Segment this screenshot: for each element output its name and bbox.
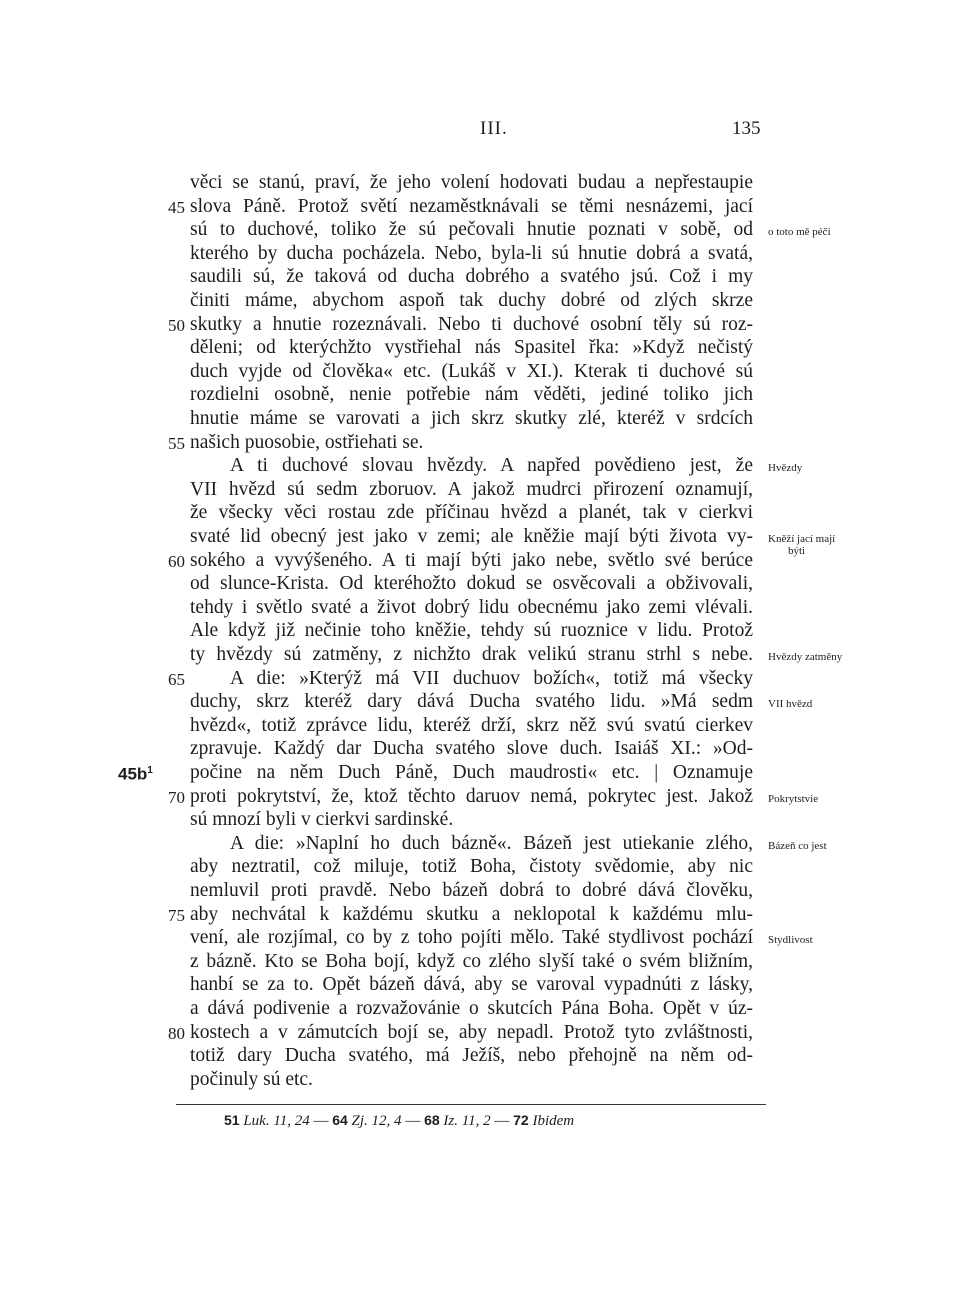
footnote-number: 68 (424, 1112, 440, 1128)
line-number: 80 (168, 1023, 185, 1043)
text-line: A ti duchové slovau hvězdy. A napřed povědieno jest, že (230, 455, 753, 477)
text-line: Ale když již nečinie toho kněžie, tehdy sú ruoznice v lidu. Protož (190, 620, 753, 642)
text-line: aby nechvátal k každému skutku a neklopotal k každému mlu- (190, 903, 753, 925)
margin-note: Hvězdy (768, 462, 803, 475)
text-line: činiti máme, abychom aspoň tak duchy dobré od zlých skrze (190, 290, 753, 311)
footnote-separator: — (309, 1113, 333, 1129)
text-line: A die: »Naplní ho duch bázně«. Bázeň jest utiekanie zlého, (230, 832, 753, 854)
line-number: 60 (168, 551, 185, 571)
text-line: hvězd«, totiž zprávce lidu, kteréž drží, skrz něž svú svatú cierkev (190, 714, 753, 736)
margin-note: Kněží jací mají (768, 533, 836, 545)
text-line: zpravuje. Každý dar Ducha svatého slove duch. Isaiáš XI.: »Od- (190, 738, 753, 760)
footnotes (224, 1112, 574, 1130)
margin-note: Stydlivost (768, 934, 813, 947)
text-line: totiž dary Ducha svatého, má Ježíš, nebo přehojně na něm od- (190, 1045, 753, 1067)
text-line: proti pokrytství, že, ktož těchto daruov nemá, pokrytec jest. Jakož (190, 785, 753, 807)
text-line: počinuly sú etc. (190, 1068, 313, 1090)
page-number: 135 (732, 118, 761, 139)
footnote-separator: — (490, 1113, 514, 1129)
footnote-number: 64 (332, 1112, 348, 1128)
text-line: hanbí se za to. Opět bázeň dává, aby se varoval vypadnúti z lásky, (190, 974, 753, 996)
text-line: sú to duchové, toliko že sú pečovali hnutie poznati v sobě, od (190, 219, 753, 241)
line-number: 50 (168, 315, 185, 335)
text-line: věci se stanú, praví, že jeho volení hodovati budau a nepřestaupie (190, 172, 753, 193)
margin-note: VII hvězd (768, 698, 813, 711)
folio-marker (118, 760, 153, 786)
margin-note: Bázeň co jest (768, 839, 827, 852)
text-line: a dává podivenie a rozvažovánie o skutcích Pána Boha. Opět v úz- (190, 998, 753, 1019)
folio-superscript: 1 (147, 765, 153, 776)
line-number: 55 (168, 433, 185, 453)
folio-label: 45b (118, 764, 148, 784)
line-number: 70 (168, 787, 185, 807)
margin-note: o toto mě péči (768, 226, 831, 239)
text-line: nemluvil proti pravdě. Nebo bázeň dobrá to dobré dává člověku, (190, 880, 753, 901)
text-line: svaté lid obecný jest jako v zemi; ale kněžie mají býti života vy- (190, 526, 753, 547)
footnote-separator: — (401, 1113, 425, 1129)
text-line: rozdielni osobně, nenie potřebie nám věděti, jediné toliko jich (190, 384, 753, 406)
footnote-reference: Iz. 11, 2 (443, 1113, 491, 1129)
text-line: děleni; od kterýchžto vystřiehal nás Spasitel řka: »Když nečistý (190, 337, 753, 359)
text-line: ty hvězdy sú zatměny, z nichžto drak velikú stranu strhl s nebe. (190, 644, 753, 665)
text-line: VII hvězd sú sedm zboruov. A jakož mudrci přirození oznamují, (190, 478, 753, 500)
chapter-number: III. (480, 118, 508, 139)
text-line: A die: »Kterýž má VII duchuov božích«, totiž má všecky (230, 667, 753, 689)
text-line: duchy, skrz kteréž dary dává Ducha svatého lidu. »Má sedm (190, 691, 753, 713)
footnote-reference: Ibidem (532, 1113, 575, 1129)
text-line: sokého a vyvýšeného. A ti mají býti jako nebe, světlo své berúce (190, 549, 753, 571)
text-line: hnutie máme se varovati a jich skrz skutky zlé, kteréž v srdcích (190, 408, 753, 429)
text-line: skutky a hnutie rozeznávali. Nebo ti duchové osobní těly sú roz- (190, 313, 753, 335)
text-line: že všecky věci rostau zde příčinau hvězd a planét, tak v cierkvi (190, 502, 753, 524)
margin-note: Hvězdy zatměny (768, 651, 843, 663)
margin-note-continued: býti (788, 545, 806, 557)
text-line: slova Páně. Protož světí nezaměstknávali se těmi nesnázemi, jací (190, 195, 753, 217)
text-line: tehdy i světlo svaté a život dobrý lidu obecnému jako zemi vlévali. (190, 596, 753, 618)
line-number: 45 (168, 197, 185, 217)
footnote-number: 51 (224, 1112, 240, 1128)
text-line: z bázně. Kto se Boha bojí, když co zlého slyší také o svém bližním, (190, 950, 753, 972)
footnote-rule (176, 1104, 766, 1105)
footnote-reference: Luk. 11, 24 (243, 1113, 310, 1129)
text-line: kterého by ducha pocházela. Nebo, byla-li sú hnutie dobrá a svatá, (190, 242, 753, 264)
line-number: 75 (168, 905, 185, 925)
text-line: duch vyjde od člověka« etc. (Lukáš v XI.). Kterak ti duchové sú (190, 360, 753, 382)
text-line: vení, ale rozjímal, co by z toho pojíti mělo. Také stydlivost pochází (190, 927, 753, 949)
text-line: kostech a v zámutcích bojí se, aby nepadl. Protož tyto zvláštnosti, (190, 1021, 753, 1043)
text-line: sú mnozí byli v cierkvi sardinské. (190, 809, 454, 831)
footnote-reference: Zj. 12, 4 (351, 1113, 402, 1129)
text-line: počine na něm Duch Páně, Duch maudrosti« etc. | Oznamuje (190, 762, 753, 783)
text-line: od slunce-Krista. Od kteréhožto dokud se osvěcovali a obživovali, (190, 573, 753, 595)
text-line: saudili sú, že taková od ducha dobrého a svatého jsú. Což i my (190, 266, 753, 288)
footnote-number: 72 (513, 1112, 529, 1128)
text-line: aby neztratil, což miluje, totiž Boha, čistoty svědomie, aby nic (190, 856, 753, 878)
text-line: našich puosobie, ostřiehati se. (190, 431, 424, 453)
margin-note: Pokrytstvie (768, 792, 819, 805)
line-number: 65 (168, 669, 185, 689)
